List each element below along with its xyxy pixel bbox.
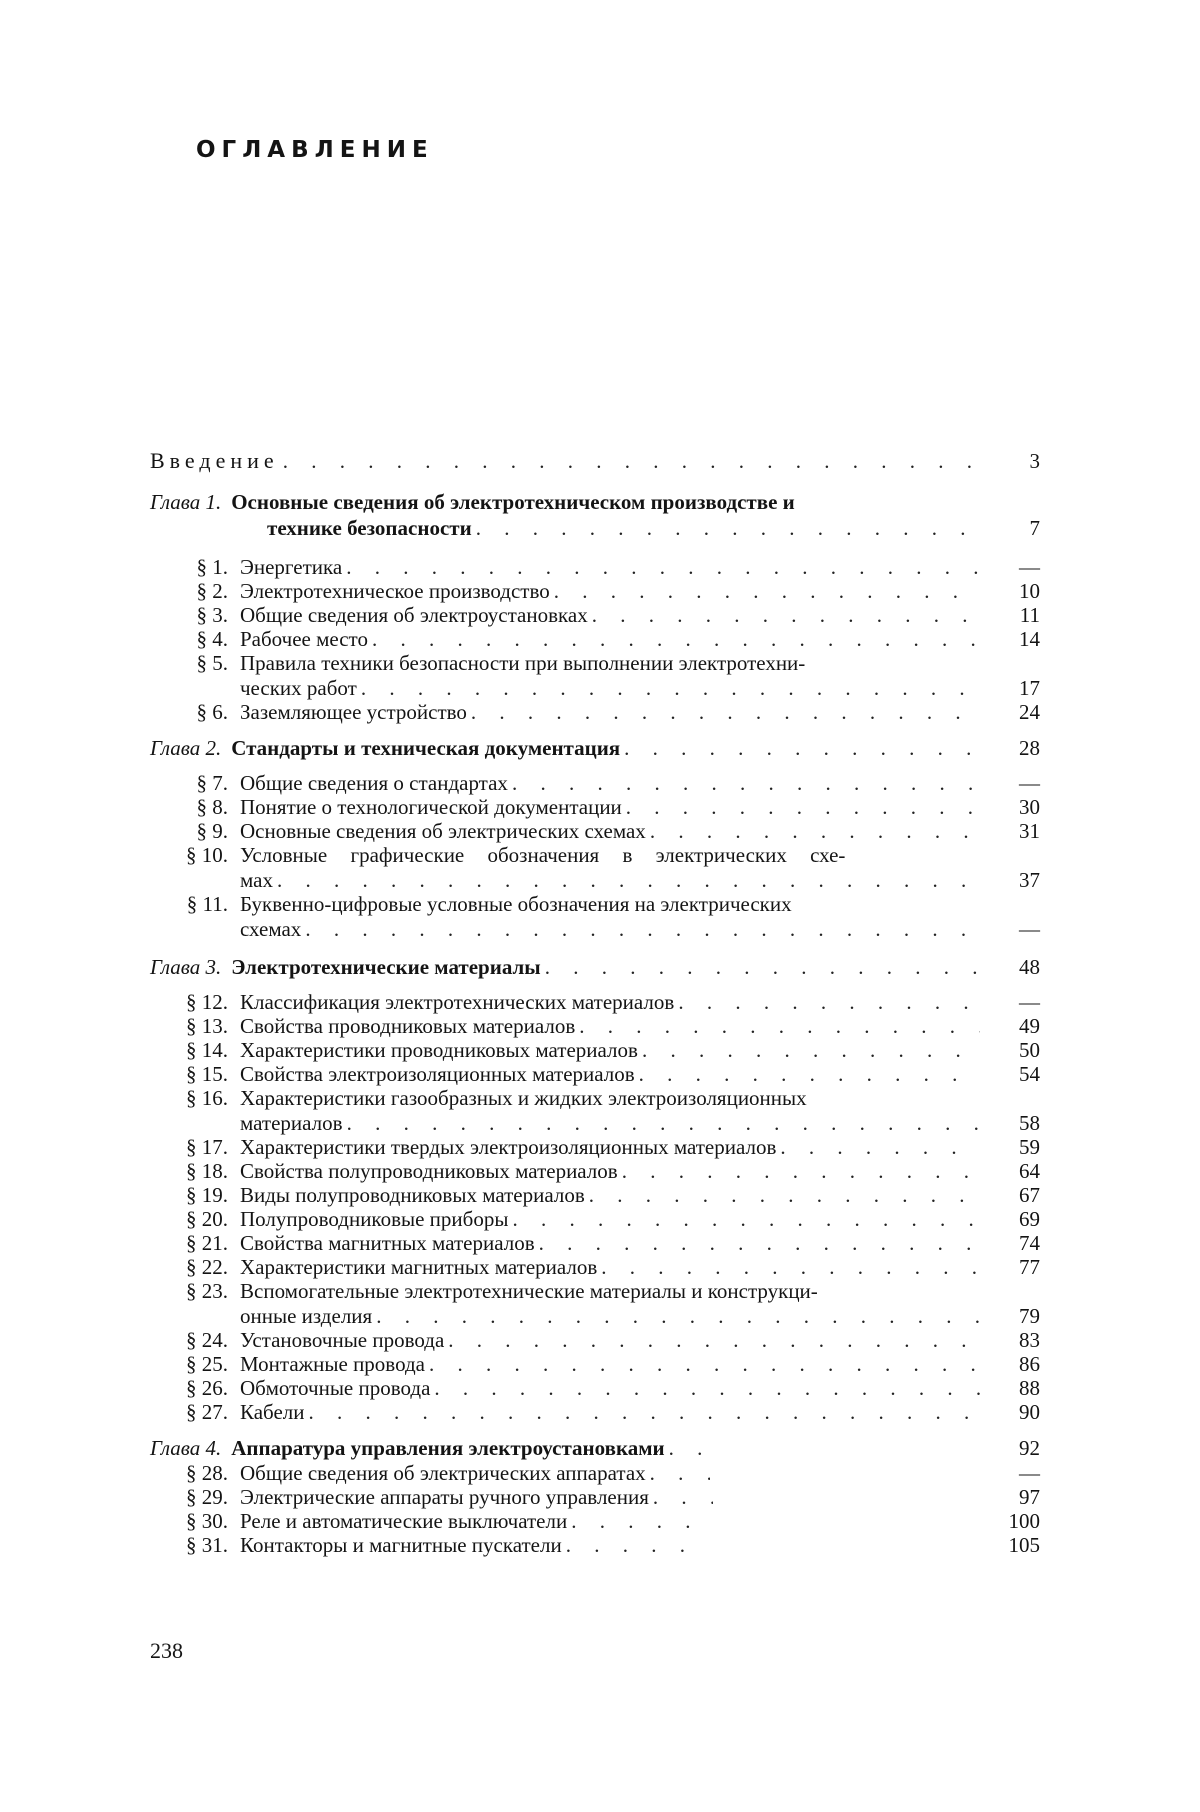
page-ref: 24: [1019, 700, 1040, 724]
page-ref: 79: [1019, 1304, 1040, 1328]
dot-leader: [512, 771, 980, 795]
section-title: Вспомогательные электротехнические материалы и конструкци-: [240, 1279, 818, 1303]
section-title: Заземляющее устройство: [240, 700, 467, 724]
dot-leader: [780, 1135, 980, 1159]
section-title: Кабели: [240, 1400, 305, 1424]
chapter-title: Основные сведения об электротехническом производстве и: [231, 490, 795, 514]
page-ref: 69: [1019, 1207, 1040, 1231]
page-ref: 88: [1019, 1376, 1040, 1400]
section-title: Классификация электротехнических материалов: [240, 990, 675, 1014]
toc-section-1[interactable]: [150, 555, 1040, 579]
dot-leader: [639, 1062, 980, 1086]
page-ref: 28: [1019, 736, 1040, 760]
section-title: Установочные провода: [240, 1328, 445, 1352]
page-ref: 37: [1019, 868, 1040, 892]
section-number: § 9.: [196, 819, 228, 843]
chapter-4-heading[interactable]: [150, 1436, 1040, 1461]
page-ref: 10: [1019, 579, 1040, 603]
section-number: § 23.: [186, 1279, 228, 1303]
section-number: § 29.: [186, 1485, 228, 1509]
section-number: § 2.: [196, 579, 228, 603]
page-ref: 7: [1029, 516, 1040, 540]
section-title: Рабочее место: [240, 627, 368, 651]
page-ref: —: [1019, 917, 1040, 941]
chapter-title: Аппаратура управления электроустановками: [231, 1436, 665, 1460]
page-ref: 50: [1019, 1038, 1040, 1062]
section-number: § 30.: [186, 1509, 228, 1533]
chapter-label: Глава 1.: [150, 490, 222, 514]
section-title: Характеристики магнитных материалов: [240, 1255, 598, 1279]
intro-label: Введение: [150, 448, 279, 473]
section-title-cont: схемах: [240, 917, 302, 941]
section-title-cont: материалов: [240, 1111, 343, 1135]
page-ref: 86: [1019, 1352, 1040, 1376]
section-title: Общие сведения об электроустановках: [240, 603, 588, 627]
page-ref: 59: [1019, 1135, 1040, 1159]
section-number: § 6.: [196, 700, 228, 724]
section-title: Основные сведения об электрических схемах: [240, 819, 646, 843]
dot-leader: [277, 868, 980, 892]
section-number: § 19.: [186, 1183, 228, 1207]
toc-section-7[interactable]: [150, 771, 1040, 795]
section-number: § 18.: [186, 1159, 228, 1183]
dot-leader: [642, 1038, 980, 1062]
page-ref: 100: [1008, 1509, 1040, 1533]
toc-section-8[interactable]: [150, 795, 1040, 819]
section-number: § 7.: [196, 771, 228, 795]
section-number: § 15.: [186, 1062, 228, 1086]
dot-leader: [650, 1461, 710, 1485]
section-number: § 4.: [196, 627, 228, 651]
chapter-title: Электротехнические материалы: [231, 955, 541, 979]
section-title: Свойства электроизоляционных материалов: [240, 1062, 635, 1086]
section-title: Контакторы и магнитные пускатели: [240, 1533, 562, 1557]
dot-leader: [448, 1328, 980, 1352]
dot-leader: [669, 1436, 709, 1461]
dot-leader: [545, 955, 980, 980]
page-ref: 17: [1019, 676, 1040, 700]
toc-section-4[interactable]: [150, 627, 1040, 651]
section-number: § 5.: [196, 651, 228, 675]
dot-leader: [554, 579, 980, 603]
section-number: § 21.: [186, 1231, 228, 1255]
toc-section-13[interactable]: [150, 1014, 1040, 1038]
dot-leader: [434, 1376, 980, 1400]
section-number: § 8.: [196, 795, 228, 819]
toc-entry-intro[interactable]: [150, 448, 1040, 474]
section-title: Характеристики проводниковых материалов: [240, 1038, 638, 1062]
page-ref: 67: [1019, 1183, 1040, 1207]
page-ref: —: [1019, 990, 1040, 1014]
dot-leader: [566, 1533, 686, 1557]
dot-leader: [347, 1111, 980, 1135]
toc-section-23[interactable]: [150, 1279, 1040, 1328]
chapter-3-heading[interactable]: [150, 955, 1040, 980]
page-ref: —: [1019, 1461, 1040, 1485]
page-ref: 54: [1019, 1062, 1040, 1086]
page-number: 238: [150, 1638, 183, 1663]
page-ref: —: [1019, 555, 1040, 579]
dot-leader: [539, 1231, 980, 1255]
page-ref: 83: [1019, 1328, 1040, 1352]
section-title: Энергетика: [240, 555, 343, 579]
dot-leader: [372, 627, 980, 651]
dot-leader: [653, 1485, 713, 1509]
section-title: Свойства проводниковых материалов: [240, 1014, 576, 1038]
dot-leader: [471, 700, 980, 724]
section-title: Понятие о технологической документации: [240, 795, 622, 819]
page-ref: 11: [1019, 603, 1040, 627]
toc-section-18[interactable]: [150, 1159, 1040, 1183]
dot-leader: [592, 603, 980, 627]
toc-section-10[interactable]: [150, 843, 1040, 892]
chapter-1-sections: [150, 555, 1040, 724]
dot-leader: [476, 516, 980, 541]
toc-section-19[interactable]: [150, 1183, 1040, 1207]
section-number: § 14.: [186, 1038, 228, 1062]
section-number: § 11.: [186, 892, 228, 916]
section-number: § 1.: [196, 555, 228, 579]
page-ref: 3: [1029, 449, 1040, 473]
section-title: Характеристики газообразных и жидких электроизоляционных: [240, 1086, 807, 1110]
section-number: § 16.: [186, 1086, 228, 1110]
chapter-label: Глава 3.: [150, 955, 222, 979]
section-title: Свойства магнитных материалов: [240, 1231, 535, 1255]
toc-section-5[interactable]: [150, 651, 1040, 700]
page-ref: 30: [1019, 795, 1040, 819]
page-ref: 14: [1019, 627, 1040, 651]
chapter-3-sections: [150, 990, 1040, 1424]
toc-section-11[interactable]: [150, 892, 1040, 941]
dot-leader: [361, 676, 980, 700]
section-title-cont: онные изделия: [240, 1304, 373, 1328]
toc-section-2[interactable]: [150, 579, 1040, 603]
section-title: Виды полупроводниковых материалов: [240, 1183, 585, 1207]
section-title: Полупроводниковые приборы: [240, 1207, 509, 1231]
toc-section-25[interactable]: [150, 1352, 1040, 1376]
toc-section-24[interactable]: [150, 1328, 1040, 1352]
section-number: § 24.: [186, 1328, 228, 1352]
section-title-cont: ческих работ: [240, 676, 357, 700]
section-title: Свойства полупроводниковых материалов: [240, 1159, 618, 1183]
dot-leader: [650, 819, 980, 843]
toc-section-15[interactable]: [150, 1062, 1040, 1086]
page-ref: 77: [1019, 1255, 1040, 1279]
page-ref: 92: [1019, 1436, 1040, 1460]
page-ref: 49: [1019, 1014, 1040, 1038]
section-number: § 17.: [186, 1135, 228, 1159]
chapter-2-sections: [150, 771, 1040, 941]
toc-section-22[interactable]: [150, 1255, 1040, 1279]
section-number: § 28.: [186, 1461, 228, 1485]
toc-section-31[interactable]: [150, 1533, 1040, 1557]
dot-leader: [579, 1014, 980, 1038]
dot-leader: [376, 1304, 980, 1328]
section-title: Электрические аппараты ручного управления: [240, 1485, 649, 1509]
toc-section-9[interactable]: [150, 819, 1040, 843]
section-number: § 12.: [186, 990, 228, 1014]
dot-leader: [624, 736, 980, 761]
toc-section-14[interactable]: [150, 1038, 1040, 1062]
dot-leader: [429, 1352, 980, 1376]
section-number: § 3.: [196, 603, 228, 627]
page-ref: 58: [1019, 1111, 1040, 1135]
toc-section-27[interactable]: [150, 1400, 1040, 1424]
toc-section-12[interactable]: [150, 990, 1040, 1014]
chapter-2-heading[interactable]: [150, 736, 1040, 761]
dot-leader: [589, 1183, 980, 1207]
section-title: Общие сведения об электрических аппаратах: [240, 1461, 646, 1485]
dot-leader: [622, 1159, 980, 1183]
dot-leader: [512, 1207, 980, 1231]
dot-leader: [678, 990, 980, 1014]
toc-section-28[interactable]: [150, 1461, 1040, 1485]
section-title: Реле и автоматические выключатели: [240, 1509, 568, 1533]
page-ref: 90: [1019, 1400, 1040, 1424]
section-title-cont: мах: [240, 868, 273, 892]
section-number: § 22.: [186, 1255, 228, 1279]
page-ref: 97: [1019, 1485, 1040, 1509]
section-number: § 27.: [186, 1400, 228, 1424]
section-number: § 13.: [186, 1014, 228, 1038]
toc-section-21[interactable]: [150, 1231, 1040, 1255]
chapter-title: Стандарты и техническая документация: [231, 736, 621, 760]
page-ref: 74: [1019, 1231, 1040, 1255]
section-number: § 25.: [186, 1352, 228, 1376]
section-title: Монтажные провода: [240, 1352, 425, 1376]
section-title: Буквенно-цифровые условные обозначения на электрических: [240, 892, 792, 916]
dot-leader: [626, 795, 980, 819]
toc-section-6[interactable]: [150, 700, 1040, 724]
section-number: § 20.: [186, 1207, 228, 1231]
section-number: § 31.: [186, 1533, 228, 1557]
toc-section-26[interactable]: [150, 1376, 1040, 1400]
toc-heading: ОГЛАВЛЕНИЕ: [196, 137, 434, 163]
dot-leader: [283, 449, 980, 474]
table-of-contents: [150, 448, 1040, 1557]
toc-section-20[interactable]: [150, 1207, 1040, 1231]
section-title: Электротехническое производство: [240, 579, 550, 603]
page-ref: 64: [1019, 1159, 1040, 1183]
toc-section-29[interactable]: [150, 1485, 1040, 1509]
page-ref: 31: [1019, 819, 1040, 843]
dot-leader: [309, 1400, 981, 1424]
section-title: Обмоточные провода: [240, 1376, 431, 1400]
toc-section-17[interactable]: [150, 1135, 1040, 1159]
chapter-4-sections: [150, 1461, 1040, 1557]
section-title: Правила техники безопасности при выполнении электротехни-: [240, 651, 806, 675]
toc-section-3[interactable]: [150, 603, 1040, 627]
dot-leader: [571, 1509, 691, 1533]
toc-section-30[interactable]: [150, 1509, 1040, 1533]
section-number: § 26.: [186, 1376, 228, 1400]
toc-section-16[interactable]: [150, 1086, 1040, 1135]
dot-leader: [601, 1255, 980, 1279]
page-ref: 48: [1019, 955, 1040, 979]
chapter-label: Глава 2.: [150, 736, 222, 760]
section-title: Условные графические обозначения в электрических схе-: [240, 843, 846, 867]
page-ref: 105: [1008, 1533, 1040, 1557]
page-ref: —: [1019, 771, 1040, 795]
chapter-label: Глава 4.: [150, 1436, 222, 1460]
section-title: Характеристики твердых электроизоляционных материалов: [240, 1135, 777, 1159]
chapter-title-cont: технике безопасности: [267, 516, 472, 540]
dot-leader: [346, 555, 980, 579]
section-number: § 10.: [186, 843, 228, 867]
section-title: Общие сведения о стандартах: [240, 771, 508, 795]
dot-leader: [305, 917, 980, 941]
chapter-1-heading[interactable]: [150, 490, 1040, 541]
